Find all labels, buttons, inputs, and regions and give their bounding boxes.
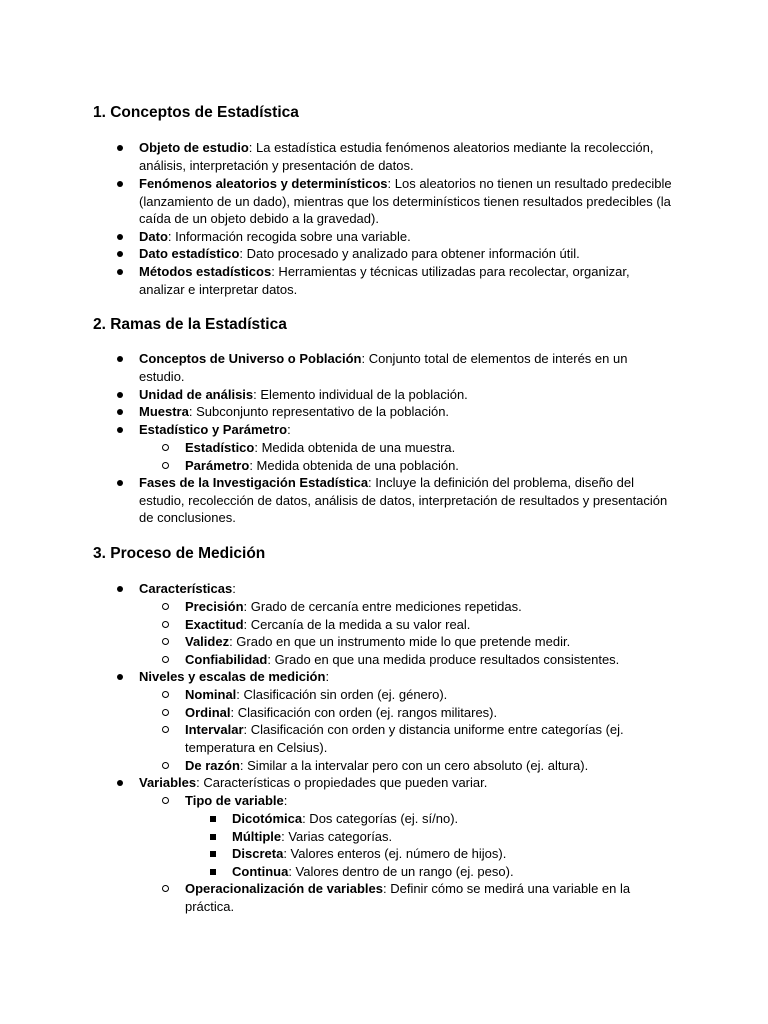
list-item: Variables: Características o propiedades que pueden variar. — [139, 774, 675, 792]
circle-bullet-icon — [162, 444, 169, 451]
list-item: Confiabilidad: Grado en que una medida produce resultados consistentes. — [185, 651, 675, 669]
section-heading-2: 2. Ramas de la Estadística — [93, 316, 287, 333]
bullet-icon — [117, 234, 123, 240]
bullet-icon — [117, 780, 123, 786]
circle-bullet-icon — [162, 762, 169, 769]
list-item: Precisión: Grado de cercanía entre mediciones repetidas. — [185, 598, 675, 616]
circle-bullet-icon — [162, 656, 169, 663]
square-bullet-icon — [210, 851, 216, 857]
list-item: Dato: Información recogida sobre una variable. — [139, 228, 675, 246]
list-item: Muestra: Subconjunto representativo de la población. — [139, 403, 675, 421]
circle-bullet-icon — [162, 621, 169, 628]
bullet-icon — [117, 392, 123, 398]
list-item: Conceptos de Universo o Población: Conjunto total de elementos de interés en un estudio. — [139, 350, 675, 385]
list-item: Exactitud: Cercanía de la medida a su valor real. — [185, 616, 675, 634]
section-heading-1: 1. Conceptos de Estadística — [93, 104, 299, 121]
list-item: Fenómenos aleatorios y determinísticos: Los aleatorios no tienen un resultado predecible (lanzamiento de un dado), mientras que los determinísticos tienen resultados predecibles (la caída de un objeto debido a la gravedad). — [139, 175, 675, 228]
list-item: Operacionalización de variables: Definir cómo se medirá una variable en la práctica. — [185, 880, 675, 915]
list-item: Unidad de análisis: Elemento individual de la población. — [139, 386, 675, 404]
square-bullet-icon — [210, 816, 216, 822]
bullet-icon — [117, 586, 123, 592]
bullet-icon — [117, 409, 123, 415]
section-heading-3: 3. Proceso de Medición — [93, 545, 266, 562]
list-item: Estadístico y Parámetro: — [139, 421, 675, 439]
list-item: Características: — [139, 580, 675, 598]
bullet-icon — [117, 251, 123, 257]
list-item: Fases de la Investigación Estadística: Incluye la definición del problema, diseño del estudio, recolección de datos, análisis de datos, interpretación de resultados y presentación de conclusiones. — [139, 474, 675, 527]
list-item: Ordinal: Clasificación con orden (ej. rangos militares). — [185, 704, 675, 722]
bullet-icon — [117, 145, 123, 151]
circle-bullet-icon — [162, 691, 169, 698]
bullet-icon — [117, 181, 123, 187]
circle-bullet-icon — [162, 462, 169, 469]
bullet-icon — [117, 269, 123, 275]
bullet-icon — [117, 674, 123, 680]
circle-bullet-icon — [162, 709, 169, 716]
bullet-icon — [117, 356, 123, 362]
list-item: Intervalar: Clasificación con orden y distancia uniforme entre categorías (ej. temperatura en Celsius). — [185, 721, 675, 756]
list-item: Múltiple: Varias categorías. — [232, 828, 672, 846]
bullet-icon — [117, 427, 123, 433]
list-item: Continua: Valores dentro de un rango (ej. peso). — [232, 863, 672, 881]
list-item: Tipo de variable: — [185, 792, 675, 810]
circle-bullet-icon — [162, 638, 169, 645]
list-item: Dicotómica: Dos categorías (ej. sí/no). — [232, 810, 672, 828]
circle-bullet-icon — [162, 726, 169, 733]
list-item: Estadístico: Medida obtenida de una muestra. — [185, 439, 675, 457]
square-bullet-icon — [210, 869, 216, 875]
bullet-icon — [117, 480, 123, 486]
list-item: Dato estadístico: Dato procesado y analizado para obtener información útil. — [139, 245, 675, 263]
list-item: De razón: Similar a la intervalar pero con un cero absoluto (ej. altura). — [185, 757, 675, 775]
list-item: Validez: Grado en que un instrumento mide lo que pretende medir. — [185, 633, 675, 651]
circle-bullet-icon — [162, 797, 169, 804]
circle-bullet-icon — [162, 885, 169, 892]
list-item: Discreta: Valores enteros (ej. número de hijos). — [232, 845, 672, 863]
square-bullet-icon — [210, 834, 216, 840]
circle-bullet-icon — [162, 603, 169, 610]
list-item: Nominal: Clasificación sin orden (ej. género). — [185, 686, 675, 704]
list-item: Parámetro: Medida obtenida de una población. — [185, 457, 675, 475]
list-item: Niveles y escalas de medición: — [139, 668, 675, 686]
list-item: Métodos estadísticos: Herramientas y técnicas utilizadas para recolectar, organizar, analizar e interpretar datos. — [139, 263, 675, 298]
list-item: Objeto de estudio: La estadística estudia fenómenos aleatorios mediante la recolección, análisis, interpretación y presentación de datos. — [139, 139, 675, 174]
